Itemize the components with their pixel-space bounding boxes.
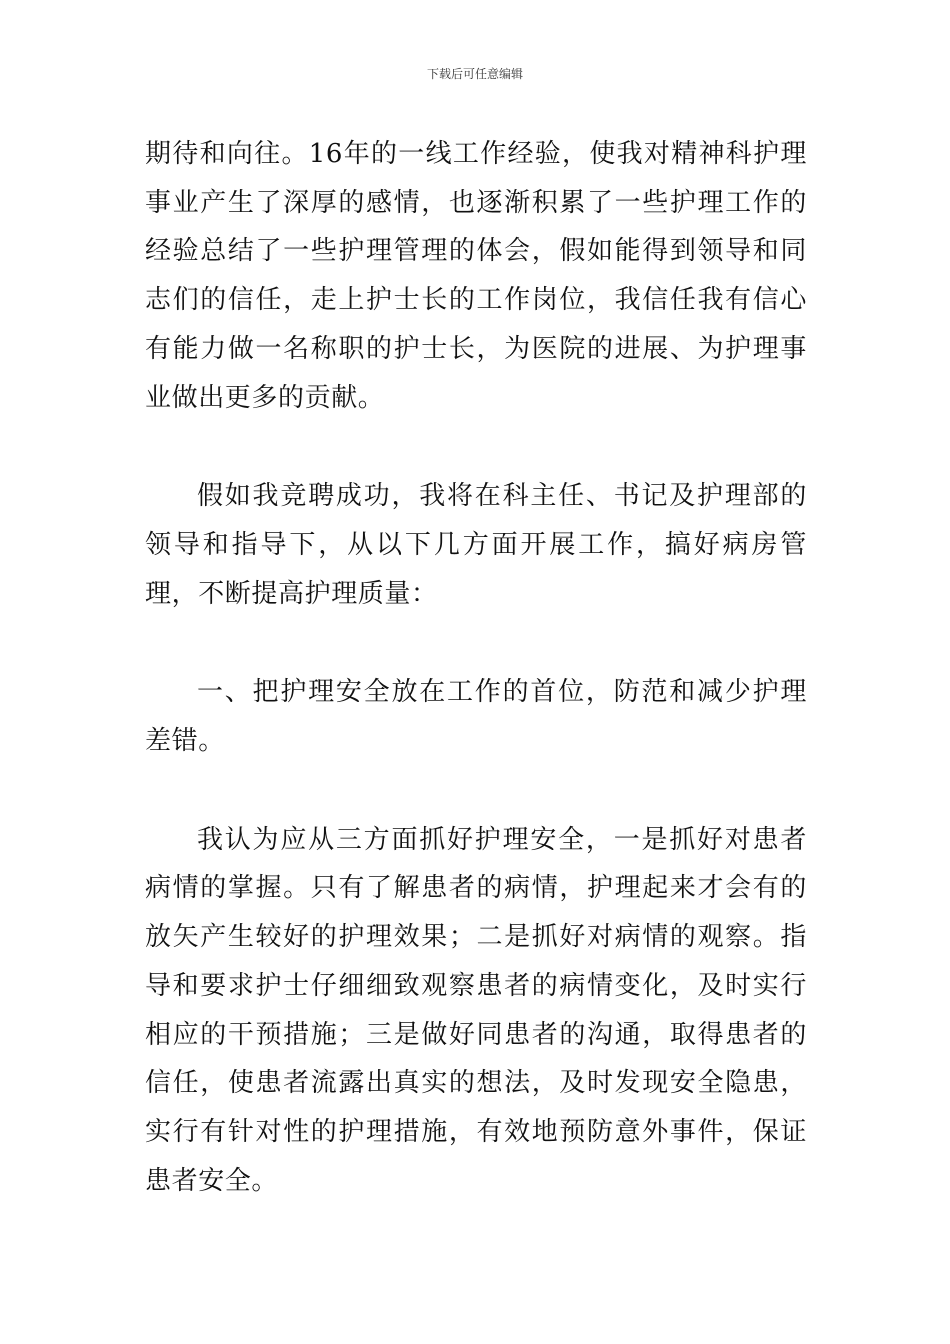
paragraph-continuation: 期待和向往。16年的一线工作经验，使我对精神科护理事业产生了深厚的感情，也逐渐积累了一些护理工作的经验总结了一些护理管理的体会，假如能得到领导和同志们的信任，走上护士长的工作岗位，我信任我有信心有能力做一名称职的护士长，为医院的进展、为护理事业做出更多的贡献。: [145, 139, 807, 413]
paragraph-gap: [145, 766, 807, 816]
paragraph-safety-details: 我认为应从三方面抓好护理安全，一是抓好对患者病情的掌握。只有了解患者的病情，护理起来才会有的放矢产生较好的护理效果；二是抓好对病情的观察。指导和要求护士仔细细致观察患者的病情变化，及时实行相应的干预措施；三是做好同患者的沟通，取得患者的信任，使患者流露出真实的想法，及时发现安全隐患，实行有针对性的护理措施，有效地预防意外事件，保证患者安全。: [145, 824, 807, 1196]
section-heading-safety: 一、把护理安全放在工作的首位，防范和减少护理差错。: [145, 677, 807, 757]
paragraph-work-plan: 假如我竞聘成功，我将在科主任、书记及护理部的领导和指导下，从以下几方面开展工作，搞好病房管理，不断提高护理质量：: [145, 481, 807, 609]
paragraph-gap: [145, 422, 807, 472]
document-body: [145, 130, 807, 1205]
page-header: 下载后可任意编辑: [426, 67, 523, 81]
paragraph-gap: [145, 618, 807, 668]
